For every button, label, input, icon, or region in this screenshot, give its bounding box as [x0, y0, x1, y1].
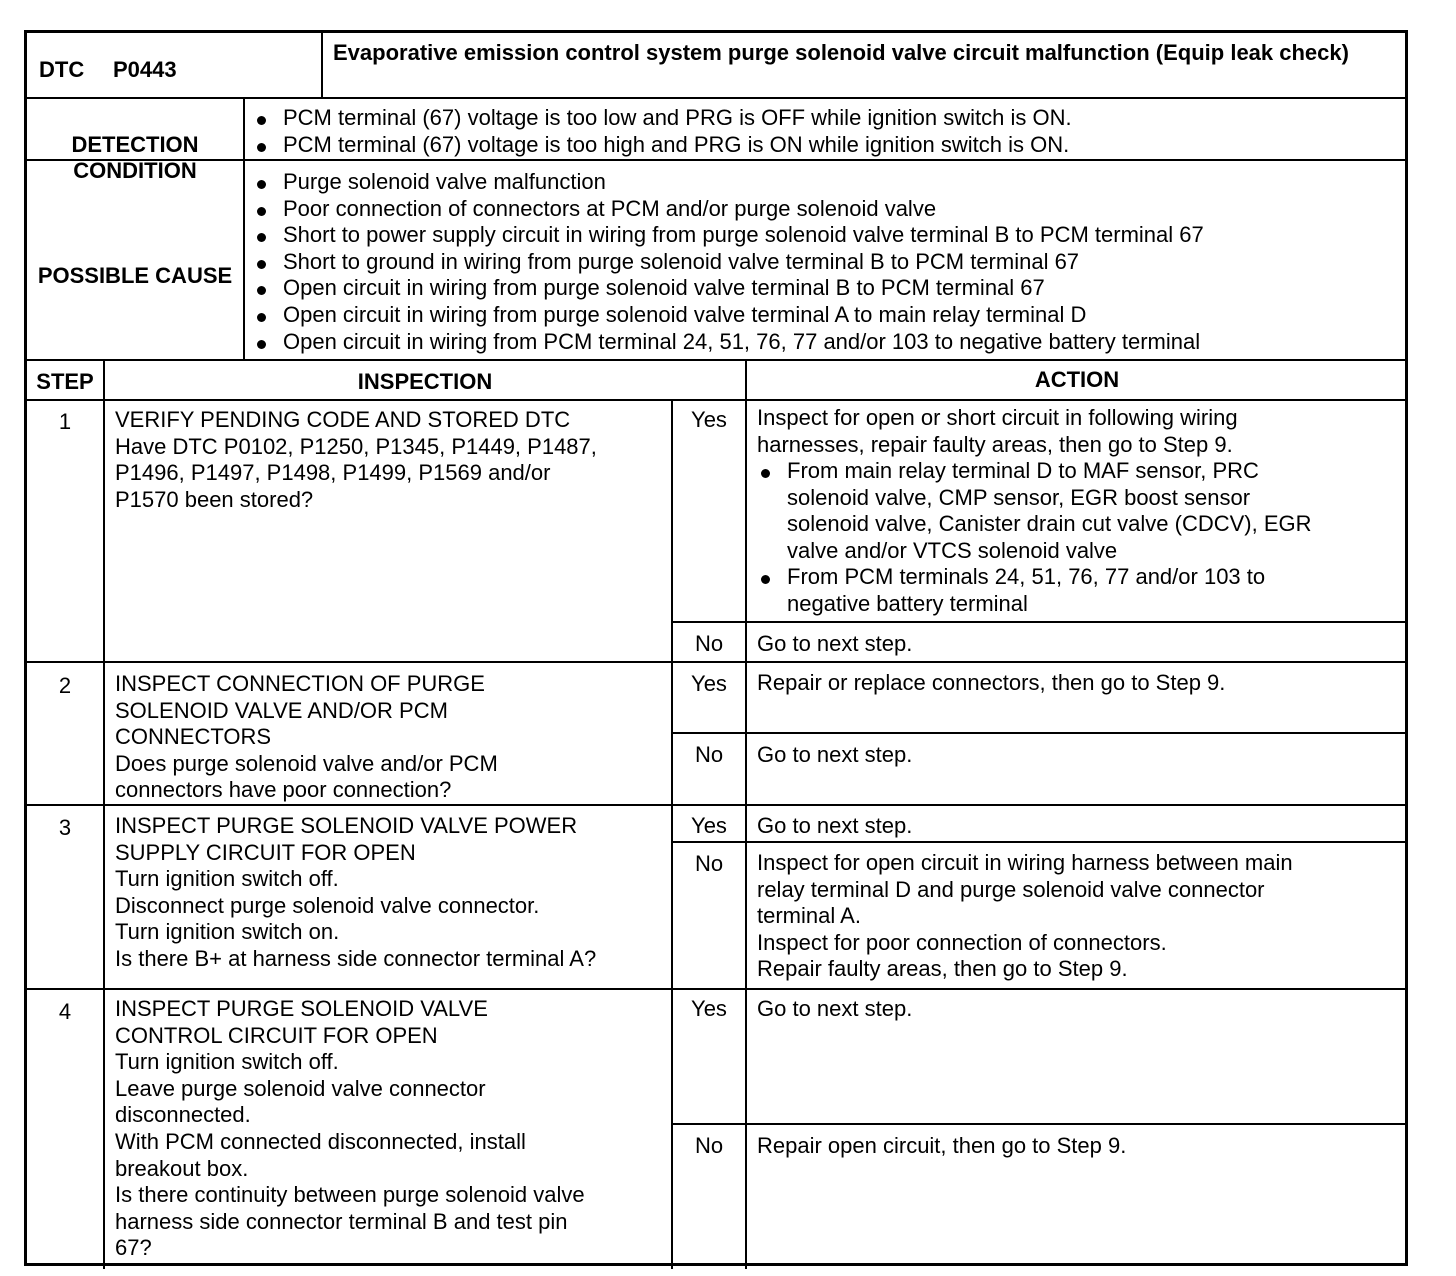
- yes-action-bullets: [757, 458, 1312, 618]
- inspection-column-header: INSPECTION: [357, 369, 493, 394]
- cause-item: Poor connection of connectors at PCM and/or purge solenoid valve: [253, 196, 1204, 223]
- no-label: No: [694, 742, 724, 767]
- no-action: Go to next step.: [757, 742, 913, 767]
- dtc-document: [24, 30, 1408, 1266]
- detection-item: PCM terminal (67) voltage is too high and PRG is ON while ignition switch is ON.: [253, 132, 1072, 159]
- no-action: Inspect for open circuit in wiring harness between main relay terminal D and purge solenoid valve connector terminal A. Inspect for poor connection of connectors. Repair faulty areas, then go to Step 9.: [757, 850, 1293, 982]
- detection-condition-list: [253, 105, 1072, 158]
- yes-action: Go to next step.: [757, 813, 913, 838]
- possible-cause-label: POSSIBLE CAUSE: [37, 262, 233, 288]
- yes-action: Repair or replace connectors, then go to Step 9.: [757, 670, 1226, 695]
- step-inspection: INSPECT CONNECTION OF PURGE SOLENOID VALVE AND/OR PCM CONNECTORS Does purge solenoid valve and/or PCM connectors have poor connection?: [115, 671, 498, 803]
- yes-action: Go to next step.: [757, 996, 913, 1021]
- yes-action: Inspect for open or short circuit in following wiring harnesses, repair faulty areas, then go to Step 9.: [757, 405, 1238, 457]
- dtc-title: Evaporative emission control system purge solenoid valve circuit malfunction (Equip leak check): [333, 40, 1349, 65]
- cause-item: Open circuit in wiring from PCM terminal 24, 51, 76, 77 and/or 103 to negative battery terminal: [253, 329, 1204, 356]
- no-label: No: [694, 1133, 724, 1158]
- cause-item: Open circuit in wiring from purge solenoid valve terminal A to main relay terminal D: [253, 302, 1204, 329]
- possible-cause-list: [253, 169, 1204, 355]
- cause-item: Short to ground in wiring from purge solenoid valve terminal B to PCM terminal 67: [253, 249, 1204, 276]
- step-inspection: INSPECT PURGE SOLENOID VALVE POWER SUPPLY CIRCUIT FOR OPEN Turn ignition switch off. Disconnect purge solenoid valve connector. Turn ignition switch on. Is there B+ at harness side connector terminal A?: [115, 813, 597, 971]
- action-bullet-item: From main relay terminal D to MAF sensor, PRC solenoid valve, CMP sensor, EGR boost sensor solenoid valve, Canister drain cut valve (CDCV), EGR valve and/or VTCS solenoid valve: [757, 458, 1312, 564]
- dtc-code: P0443: [113, 57, 177, 82]
- cause-item: Open circuit in wiring from purge solenoid valve terminal B to PCM terminal 67: [253, 275, 1204, 302]
- yes-label: Yes: [691, 996, 727, 1021]
- action-column-header: ACTION: [1034, 367, 1120, 392]
- cause-item: Purge solenoid valve malfunction: [253, 169, 1204, 196]
- no-action: Go to next step.: [757, 631, 913, 656]
- step-number: 4: [58, 999, 72, 1024]
- step-number: 2: [58, 673, 72, 698]
- dtc-label: DTC: [39, 57, 85, 82]
- step-number: 3: [58, 815, 72, 840]
- no-label: No: [694, 851, 724, 876]
- yes-label: Yes: [691, 813, 727, 838]
- step-inspection: VERIFY PENDING CODE AND STORED DTC Have DTC P0102, P1250, P1345, P1449, P1487, P1496, P1497, P1498, P1499, P1569 and/or P1570 been stored?: [115, 407, 597, 512]
- no-action: Repair open circuit, then go to Step 9.: [757, 1133, 1127, 1158]
- detection-item: PCM terminal (67) voltage is too low and PRG is OFF while ignition switch is ON.: [253, 105, 1072, 132]
- step-number: 1: [58, 409, 72, 434]
- yes-label: Yes: [691, 407, 727, 432]
- detection-condition-label: DETECTION CONDITION: [71, 131, 199, 184]
- step-column-header: STEP: [36, 369, 94, 394]
- no-label: No: [694, 631, 724, 656]
- action-bullet-item: From PCM terminals 24, 51, 76, 77 and/or 103 to negative battery terminal: [757, 564, 1312, 617]
- cause-item: Short to power supply circuit in wiring from purge solenoid valve terminal B to PCM terminal 67: [253, 222, 1204, 249]
- yes-label: Yes: [691, 671, 727, 696]
- step-inspection: INSPECT PURGE SOLENOID VALVE CONTROL CIRCUIT FOR OPEN Turn ignition switch off. Leave purge solenoid valve connector disconnected. With PCM connected disconnected, install breakout box. Is there continuity between purge solenoid valve harness side connector terminal B and test pin 67?: [115, 996, 585, 1261]
